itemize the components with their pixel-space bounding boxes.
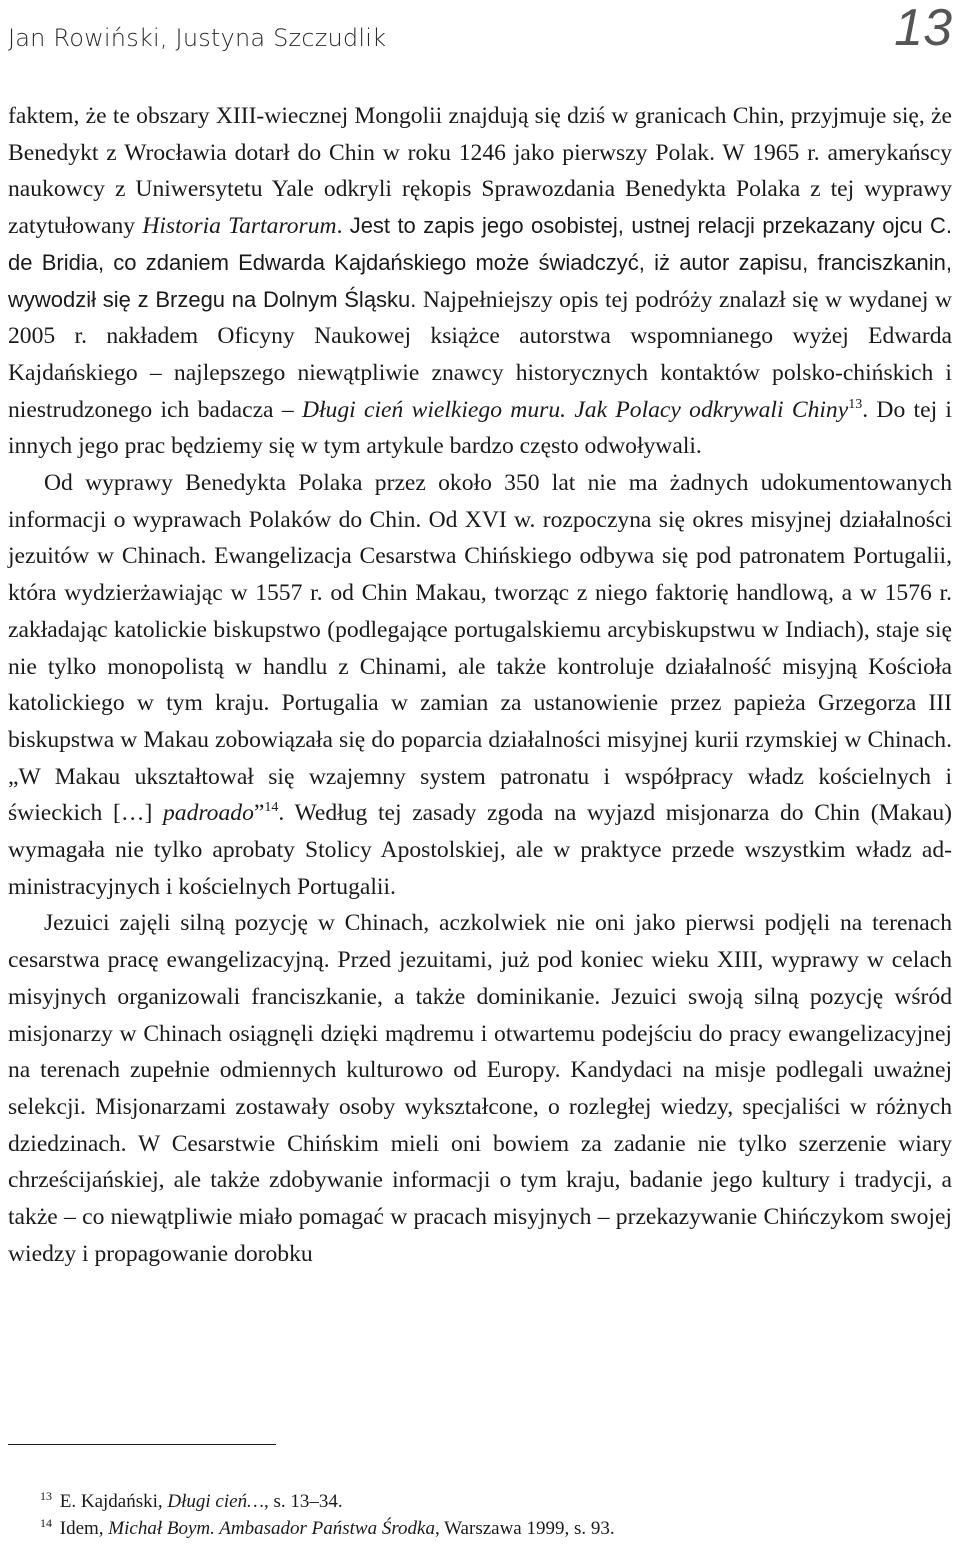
- italic-title: Historia Tartarorum: [142, 213, 337, 240]
- page-header: [8, 0, 952, 70]
- footnotes: [40, 1488, 940, 1542]
- footnote-14: [40, 1515, 940, 1542]
- footnote-reference: 13: [848, 396, 863, 412]
- footnote-text: [60, 1491, 343, 1512]
- footnote-number: 13: [40, 1489, 52, 1503]
- italic-title: Michał Boym. Ambasador Państwa Środka: [108, 1518, 435, 1539]
- text-segment: Najpełniejszy opis tej podróży znalazł się w wydanej w 2005 r. nakładem Oficyny Naukowej książce autorstwa wspomnianego wyżej Edwarda Kajdańskiego – najlepszego niewątpliwie znawcy historycznych kontaktów polsko-chińskich i niestrudzonego ich badacza –: [8, 286, 952, 423]
- page-number: 13: [894, 0, 952, 57]
- text-segment: Jezuici zajęli silną pozycję w Chinach, aczkolwiek nie oni jako pierwsi podjęli na terenach cesarstwa pracę ewangelizacyjną. Przed jezuitami, już pod koniec wieku XIII, wyprawy w celach misyjnych organizowali franciszkanie, a także dominikanie. Jezuici swoją silną pozycję wśród misjonarzy w Chinach osiągnęli dzięki mądremu i otwartemu podejściu do pracy ewangelizacyjnej na terenach zupełnie odmiennych kulturowo od Europy. Kandydaci na misje podlegali uważnej selekcji. Misjonarzami zostawały osoby wykształcone, o rozległej wiedzy, specjaliści w różnych dziedzinach. W Cesarstwie Chińskim mieli oni bowiem za zadanie nie tylko szerzenie wiary chrześcijańskiej, ale także zdobywanie informacji o tym kraju, badanie jego kultury i tradycji, a także – co niewątpliwie miało pomagać w pracach misyjnych – przekazywanie Chińczykom swojej wiedzy i propagowanie dorobku: [8, 910, 952, 1267]
- footnote-number: 14: [40, 1516, 52, 1530]
- footnote-reference: 14: [264, 800, 279, 816]
- text-segment: Od wyprawy Benedykta Polaka przez około 350 lat nie ma żadnych udokumentowanych informacji o wyprawach Polaków do Chin. Od XVI w. rozpoczyna się okres misyjnej działalności jezuitów w Chinach. Ewangelizacja Cesarstwa Chińskiego odbywa się pod patronatem Portugalii, która wydzierżawiając w 1557 r. od Chin Makau, tworząc z niego faktorię handlową, a w 1576 r. zakładając katolickie biskupstwo (podlegające portugalskiemu arcybiskupstwu w Indiach), staje się nie tylko monopolistą w handlu z Chinami, ale także kontroluje działalność misyjną Kościoła katolickiego w tym kraju. Portugalia w zamian za ustanowienie przez papieża Grzegorza III biskupstwa w Makau zobowiązała się do poparcia działalności misyjnej kurii rzymskiej w Chinach. „W Makau ukształtował się wzajemny system patronatu i współpracy władz kościelnych i świeckich […]: [8, 470, 952, 827]
- footnote-text: [60, 1518, 615, 1539]
- italic-title: padroado: [162, 800, 254, 827]
- text-segment: , Warszawa 1999, s. 93.: [434, 1518, 615, 1539]
- text-segment: faktem, że te obszary XIII-wiecznej Mongolii znajdują się dziś w granicach Chin, przyjmuje się, że Benedykt z Wrocławia dotarł do Chin w roku 1246 jako pierwszy Polak. W 1965 r. amerykańscy naukowcy z Uniwersytetu Yale odkryli rękopis Sprawozdania Benedykta Polaka z tej wyprawy zatytułowany: [8, 103, 952, 240]
- text-segment: .: [336, 213, 350, 240]
- text-segment: , s. 13–34.: [263, 1491, 343, 1512]
- text-segment: Jest to zapis jego osobistej, ustnej relacji przekazany ojcu C. de Bridia, co zdaniem Edwarda Kajdańskiego może świadczyć, iż autor zapisu, franciszkanin, wywodził się z Brzegu na Dolnym Śląsku.: [8, 213, 952, 312]
- body-text: [8, 98, 952, 1273]
- text-segment: Idem,: [59, 1518, 109, 1539]
- paragraph-2: [8, 465, 952, 905]
- paragraph-3: [8, 905, 952, 1272]
- footnote-rule: [8, 1444, 276, 1445]
- paragraph-1: [8, 98, 952, 465]
- italic-title: Długi cień…: [167, 1491, 264, 1512]
- text-segment: . Do tej i innych jego prac będziemy się w tym artykule bardzo często odwoływali.: [8, 396, 952, 460]
- text-segment: ”: [253, 800, 265, 827]
- footnote-13: [40, 1488, 940, 1515]
- italic-title: Długi cień wielkiego muru. Jak Polacy odkrywali Chiny: [301, 396, 849, 423]
- running-head: Jan Rowiński, Justyna Szczudlik: [8, 24, 387, 52]
- text-segment: E. Kajdański,: [59, 1491, 168, 1512]
- text-segment: . Według tej zasady zgoda na wyjazd misjonarza do Chin (Makau) wymagała nie tylko aprobaty Stolicy Apostolskiej, ale w praktyce przede wszystkim władz administracyjnych i kościelnych Portugalii.: [8, 800, 952, 900]
